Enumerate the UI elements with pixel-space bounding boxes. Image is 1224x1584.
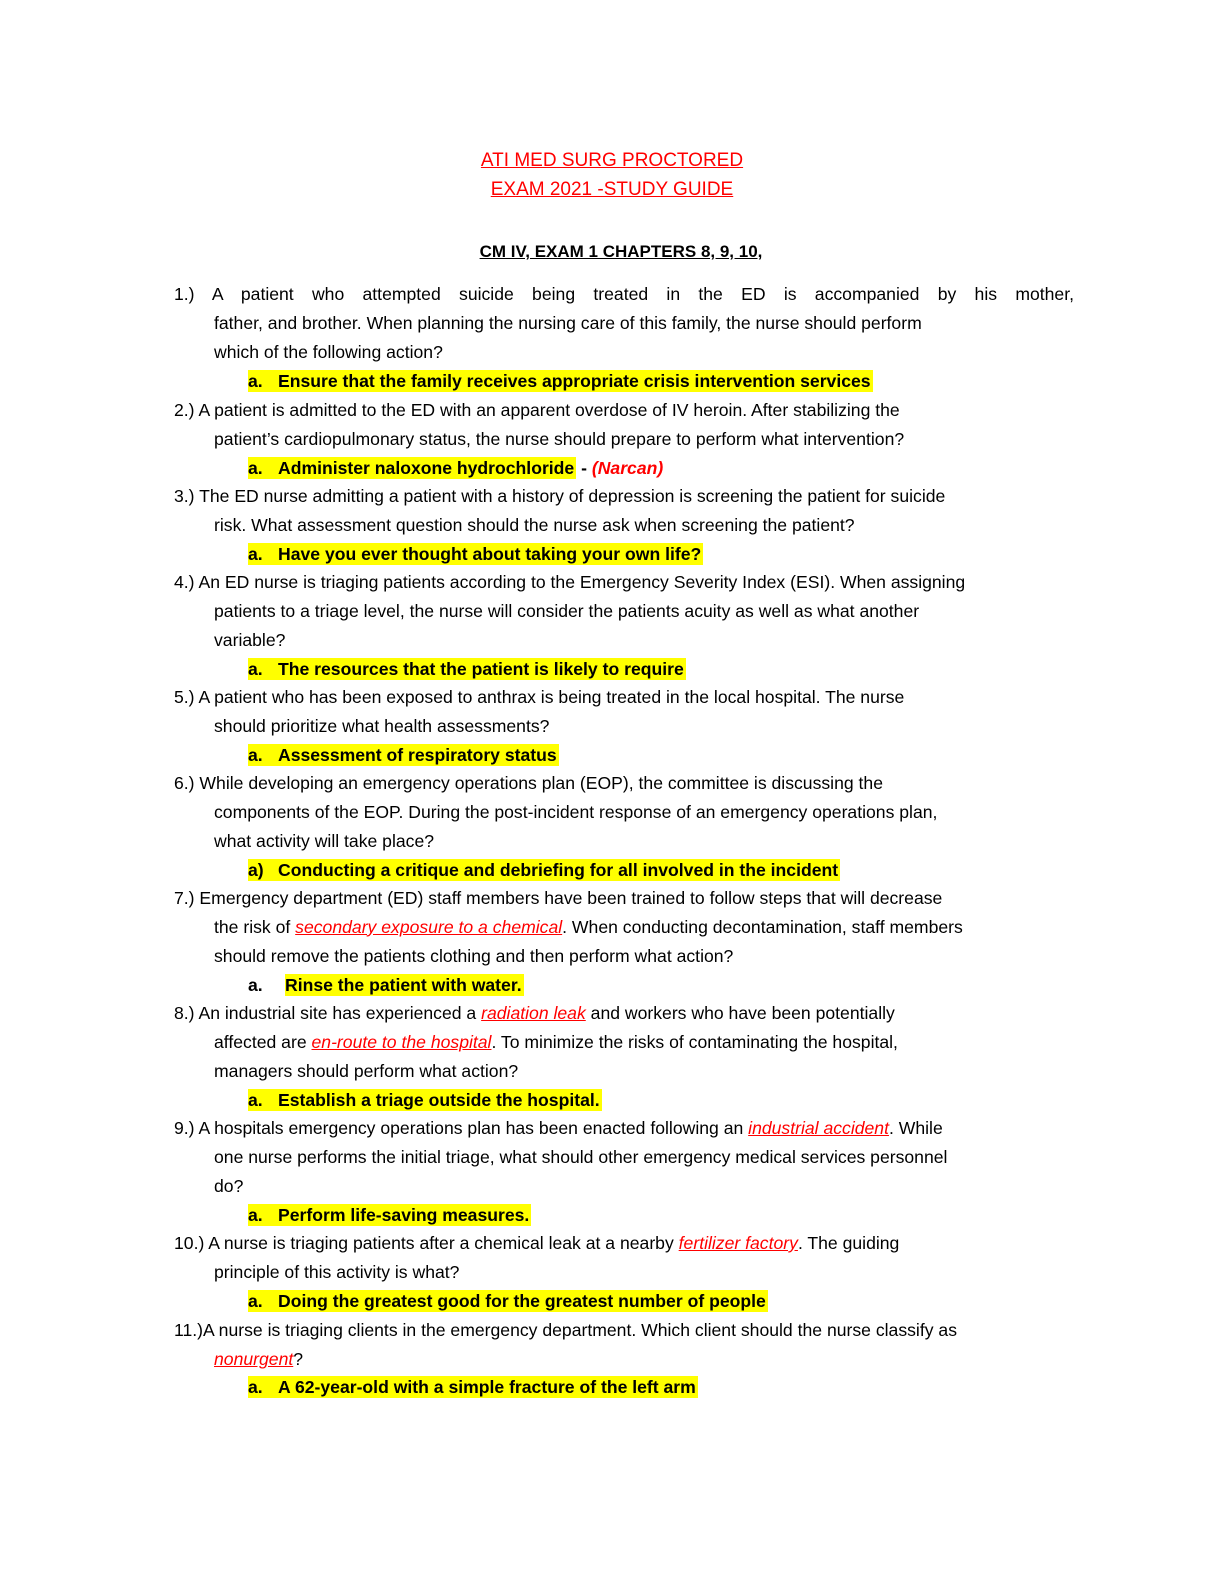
key-term: fertilizer factory	[678, 1233, 798, 1253]
question-text: A hospitals emergency operations plan has been enacted following an	[194, 1118, 749, 1138]
key-term: radiation leak	[481, 1003, 586, 1023]
question-9	[174, 1114, 1074, 1200]
answer-4	[248, 656, 686, 682]
question-text: principle of this activity is what?	[214, 1261, 460, 1282]
answer-text: Establish a triage outside the hospital.	[278, 1090, 600, 1110]
document-title-line1: ATI MED SURG PROCTORED	[480, 150, 744, 171]
answer-note: (Narcan)	[591, 458, 664, 478]
question-text: A nurse is triaging patients after a chemical leak at a nearby	[204, 1233, 679, 1253]
question-number: 5.)	[174, 687, 195, 707]
answer-letter: a.	[248, 1090, 263, 1110]
answer-letter: a.	[248, 745, 263, 765]
question-text: what activity will take place?	[214, 830, 435, 851]
question-2	[174, 396, 1074, 454]
question-text: variable?	[214, 629, 286, 650]
answer-letter: a.	[248, 1291, 263, 1311]
answer-text: Administer naloxone hydrochloride	[278, 458, 575, 478]
question-text: A patient who attempted suicide being treated in the ED is accompanied by his mother,	[194, 284, 1074, 304]
answer-letter: a.	[248, 659, 263, 679]
question-3	[174, 482, 1074, 540]
question-text: and workers who have been potentially	[585, 1003, 895, 1023]
question-10	[174, 1229, 1074, 1287]
question-number: 11.)	[174, 1320, 204, 1340]
question-text: the risk of	[214, 916, 296, 937]
answer-letter: a.	[248, 1377, 263, 1397]
answer-letter: a)	[248, 860, 264, 880]
question-text: . To minimize the risks of contaminating the hospital,	[491, 1031, 898, 1052]
answer-text: Conducting a critique and debriefing for all involved in the incident	[278, 860, 839, 880]
question-number: 1.)	[174, 284, 195, 304]
question-text: A patient is admitted to the ED with an apparent overdose of IV heroin. After stabilizing the	[194, 400, 900, 420]
question-text: should prioritize what health assessments?	[214, 715, 550, 736]
answer-3	[248, 541, 703, 567]
question-number: 9.)	[174, 1118, 195, 1138]
question-text: do?	[214, 1175, 244, 1196]
answer-text: A 62-year-old with a simple fracture of the left arm	[278, 1377, 696, 1397]
question-text: which of the following action?	[214, 341, 443, 362]
answer-letter: a.	[248, 975, 263, 995]
question-text: An industrial site has experienced a	[194, 1003, 482, 1023]
answer-text: Assessment of respiratory status	[278, 745, 557, 765]
answer-letter: a.	[248, 458, 263, 478]
question-text: A nurse is triaging clients in the emergency department. Which client should the nurse classify as	[203, 1320, 957, 1340]
answer-text: Perform life-saving measures.	[278, 1205, 530, 1225]
question-number: 4.)	[174, 572, 195, 592]
question-number: 3.)	[174, 486, 195, 506]
answer-2	[248, 455, 663, 481]
question-11	[174, 1316, 1074, 1374]
answer-text: The resources that the patient is likely to require	[278, 659, 684, 679]
question-text: risk. What assessment question should the nurse ask when screening the patient?	[214, 514, 855, 535]
question-number: 10.)	[174, 1233, 205, 1253]
key-term: en-route to the hospital	[311, 1031, 492, 1052]
key-term: nonurgent	[214, 1348, 294, 1369]
question-text: should remove the patients clothing and then perform what action?	[214, 945, 734, 966]
question-number: 7.)	[174, 888, 195, 908]
question-text: managers should perform what action?	[214, 1060, 519, 1081]
question-text: patient’s cardiopulmonary status, the nurse should prepare to perform what intervention?	[214, 428, 905, 449]
question-text: While developing an emergency operations plan (EOP), the committee is discussing the	[194, 773, 884, 793]
answer-10	[248, 1288, 768, 1314]
question-text: . The guiding	[797, 1233, 900, 1253]
answer-11	[248, 1374, 698, 1400]
answer-9	[248, 1202, 531, 1228]
question-text: The ED nurse admitting a patient with a history of depression is screening the patient for suicide	[194, 486, 946, 506]
question-text: Emergency department (ED) staff members have been trained to follow steps that will decrease	[194, 888, 943, 908]
answer-separator: -	[576, 458, 592, 478]
answer-text: Rinse the patient with water.	[285, 975, 522, 995]
question-text: . While	[888, 1118, 943, 1138]
question-text: An ED nurse is triaging patients according to the Emergency Severity Index (ESI). When assigning	[194, 572, 966, 592]
question-text: father, and brother. When planning the nursing care of this family, the nurse should perform	[214, 312, 922, 333]
key-term: secondary exposure to a chemical	[295, 916, 563, 937]
question-number: 8.)	[174, 1003, 195, 1023]
question-text: affected are	[214, 1031, 312, 1052]
question-1	[174, 280, 1074, 366]
question-text: . When conducting decontamination, staff members	[562, 916, 963, 937]
answer-6	[248, 857, 840, 883]
answer-1	[248, 368, 873, 394]
question-7	[174, 884, 1074, 970]
answer-text: Have you ever thought about taking your own life?	[278, 544, 702, 564]
answer-letter: a.	[248, 1205, 263, 1225]
question-8	[174, 999, 1074, 1085]
answer-text: Doing the greatest good for the greatest number of people	[278, 1291, 766, 1311]
question-text: components of the EOP. During the post-incident response of an emergency operations plan,	[214, 801, 938, 822]
section-subtitle: CM IV, EXAM 1 CHAPTERS 8, 9, 10,	[479, 242, 763, 261]
question-text: one nurse performs the initial triage, what should other emergency medical services personnel	[214, 1146, 948, 1167]
answer-7	[248, 972, 524, 998]
answer-letter: a.	[248, 544, 263, 564]
question-6	[174, 769, 1074, 855]
question-text: patients to a triage level, the nurse will consider the patients acuity as well as what another	[214, 600, 920, 621]
question-number: 2.)	[174, 400, 195, 420]
question-number: 6.)	[174, 773, 195, 793]
key-term: industrial accident	[748, 1118, 889, 1138]
answer-8	[248, 1087, 602, 1113]
answer-text: Ensure that the family receives appropriate crisis intervention services	[278, 371, 871, 391]
document-title-line2: EXAM 2021 -STUDY GUIDE	[490, 179, 734, 200]
question-4	[174, 568, 1074, 654]
question-text: A patient who has been exposed to anthrax is being treated in the local hospital. The nurse	[194, 687, 905, 707]
answer-5	[248, 742, 559, 768]
answer-letter: a.	[248, 371, 263, 391]
question-text: ?	[293, 1348, 304, 1369]
question-5	[174, 683, 1074, 741]
